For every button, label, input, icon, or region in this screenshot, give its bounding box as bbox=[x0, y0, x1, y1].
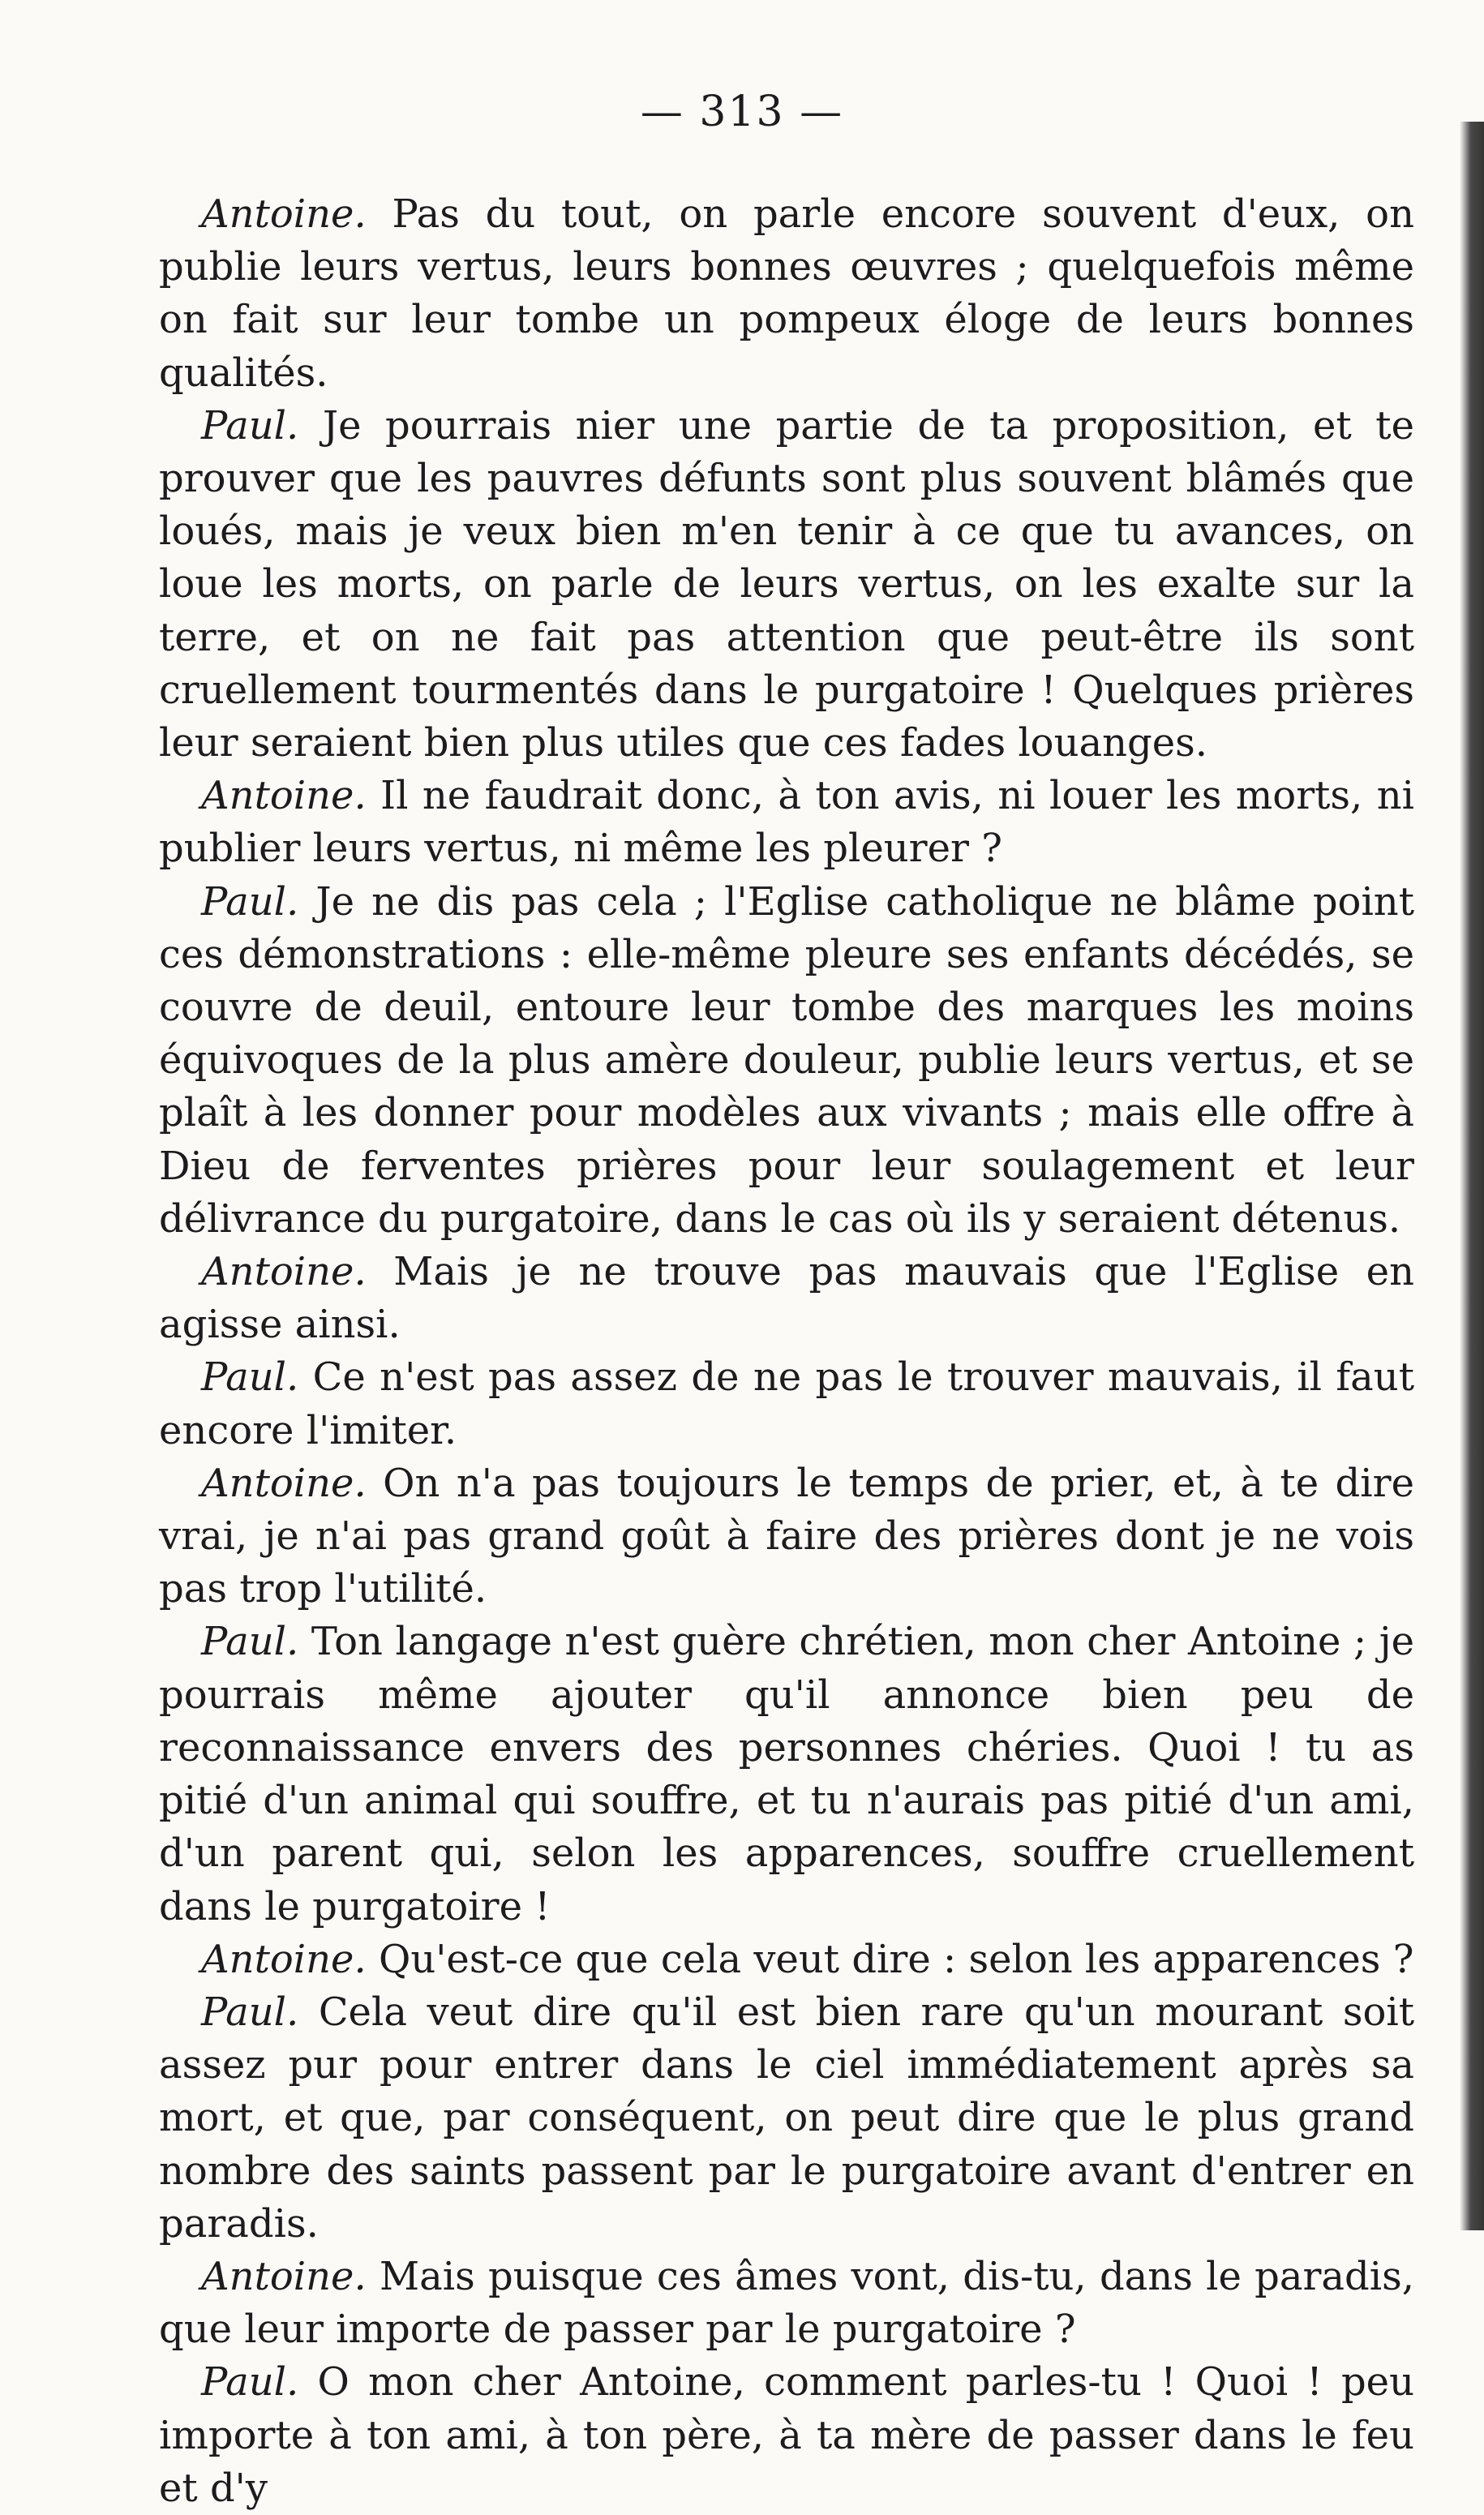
speaker-name: Paul. bbox=[201, 1619, 299, 1665]
speaker-name: Paul. bbox=[201, 1354, 299, 1401]
scan-edge-shadow bbox=[1460, 122, 1484, 2230]
dialogue-paragraph bbox=[159, 1616, 1414, 1933]
dialogue-paragraph bbox=[159, 876, 1414, 1246]
dialogue-paragraph bbox=[159, 770, 1414, 875]
page-number: — 313 — bbox=[640, 88, 844, 136]
speaker-name: Antoine. bbox=[201, 1249, 367, 1295]
speaker-name: Paul. bbox=[201, 878, 299, 925]
speaker-name: Antoine. bbox=[201, 773, 367, 819]
speech-text: Je ne dis pas cela ; l'Eglise catholique ne blâme point ces démonstrations : elle-même pleure ses enfants décédés, se couvre de deuil, entoure leur tombe des marques les moins équivoques de la plus amère douleur, publie leurs vertus, et se plaît à les donner pour modèles aux vivants ; mais elle offre à Dieu de ferventes prières pour leur soulagement et leur délivrance du purgatoire, dans le cas où ils y seraient détenus. bbox=[159, 878, 1415, 1242]
dialogue-paragraph bbox=[159, 1246, 1414, 1351]
speech-text: Qu'est-ce que cela veut dire : selon les apparences ? bbox=[378, 1936, 1414, 1982]
speech-text: Cela veut dire qu'il est bien rare qu'un mourant soit assez pur pour entrer dans le ciel immédiatement après sa mort, et que, par conséquent, on peut dire que le plus grand nombre des saints passent par le purgatoire avant d'entrer en paradis. bbox=[159, 1989, 1415, 2247]
dialogue-paragraph bbox=[159, 2356, 1414, 2515]
speaker-name: Antoine. bbox=[201, 1460, 367, 1506]
dialogue-text bbox=[159, 188, 1414, 2515]
speaker-name: Paul. bbox=[201, 402, 299, 448]
dialogue-paragraph bbox=[159, 1933, 1414, 1986]
speech-text: Mais puisque ces âmes vont, dis-tu, dans le paradis, que leur importe de passer par le purgatoire ? bbox=[159, 2253, 1414, 2353]
dialogue-paragraph bbox=[159, 1351, 1414, 1457]
speaker-name: Paul. bbox=[201, 1989, 299, 2035]
speaker-name: Paul. bbox=[201, 2359, 299, 2406]
dialogue-paragraph bbox=[159, 2251, 1414, 2356]
dialogue-paragraph bbox=[159, 1457, 1414, 1616]
speech-text: Ce n'est pas assez de ne pas le trouver mauvais, il faut encore l'imiter. bbox=[159, 1354, 1414, 1453]
speech-text: Il ne faudrait donc, à ton avis, ni louer les morts, ni publier leurs vertus, ni même les pleurer ? bbox=[159, 773, 1415, 872]
dialogue-paragraph bbox=[159, 1986, 1414, 2251]
speech-text: Mais je ne trouve pas mauvais que l'Eglise en agisse ainsi. bbox=[159, 1249, 1414, 1348]
dialogue-paragraph bbox=[159, 400, 1414, 770]
dialogue-paragraph bbox=[159, 188, 1414, 400]
speaker-name: Antoine. bbox=[201, 1936, 367, 1982]
speech-text: Je pourrais nier une partie de ta proposition, et te prouver que les pauvres défunts sont plus souvent blâmés que loués, mais je veux bien m'en tenir à ce que tu avances, on loue les morts, on parle de leurs vertus, on les exalte sur la terre, et on ne fait pas attention que peut-être ils sont cruellement tourmentés dans le purgatoire ! Quelques prières leur seraient bien plus utiles que ces fades louanges. bbox=[159, 402, 1414, 766]
speech-text: Ton langage n'est guère chrétien, mon cher Antoine ; je pourrais même ajouter qu'il annonce bien peu de reconnaissance envers des personnes chéries. Quoi ! tu as pitié d'un animal qui souffre, et tu n'aurais pas pitié d'un ami, d'un parent qui, selon les apparences, souffre cruellement dans le purgatoire ! bbox=[159, 1619, 1415, 1929]
speaker-name: Antoine. bbox=[201, 191, 367, 237]
speaker-name: Antoine. bbox=[201, 2253, 367, 2299]
speech-text: On n'a pas toujours le temps de prier, et, à te dire vrai, je n'ai pas grand goût à faire des prières dont je ne vois pas trop l'utilité. bbox=[159, 1460, 1414, 1612]
speech-text: O mon cher Antoine, comment parles-tu ! Quoi ! peu importe à ton ami, à ton père, à ta mère de passer dans le feu et d'y bbox=[159, 2359, 1414, 2511]
speech-text: Pas du tout, on parle encore souvent d'eux, on publie leurs vertus, leurs bonnes œuvres ; quelquefois même on fait sur leur tombe un pompeux éloge de leurs bonnes qualités. bbox=[159, 191, 1414, 396]
